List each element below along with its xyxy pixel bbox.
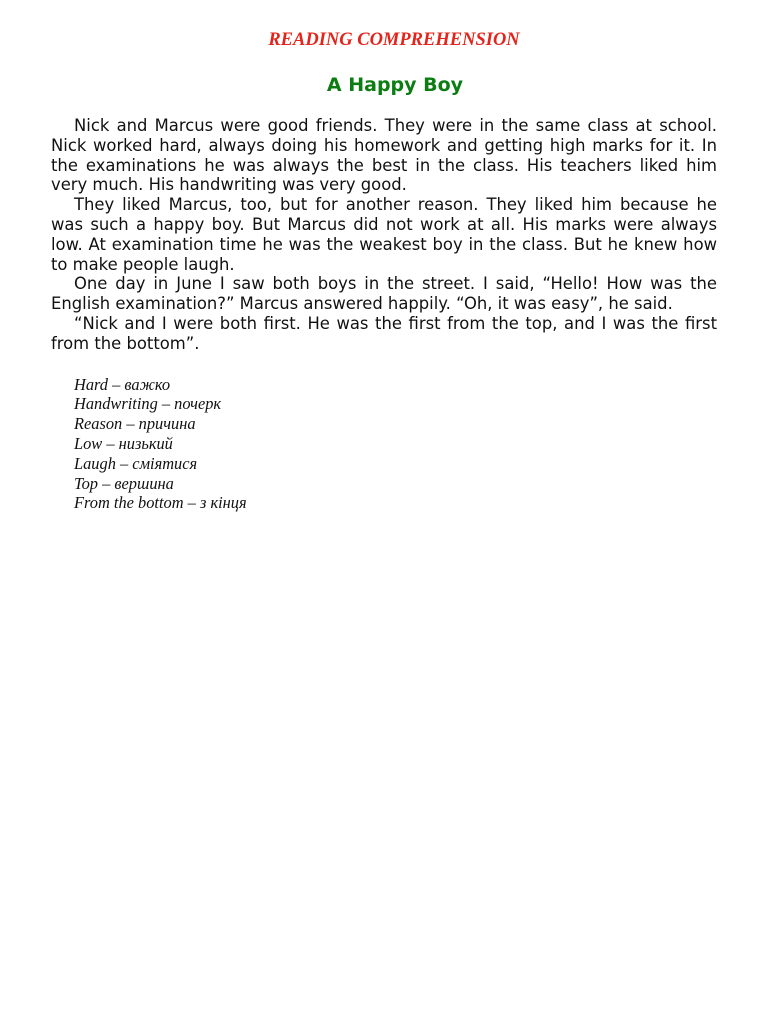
story-title: A Happy Boy <box>326 74 464 96</box>
document-page <box>51 28 717 513</box>
story-paragraph: One day in June I saw both boys in the street. I said, “Hello! How was the English examination?” Marcus answered happily. “Oh, it was easy”, he said. <box>51 274 717 314</box>
story-body <box>51 116 717 354</box>
vocabulary-list <box>74 375 717 514</box>
vocabulary-item: From the bottom – з кінця <box>74 493 247 513</box>
story-paragraph: “Nick and I were both first. He was the first from the top, and I was the first from the bottom”. <box>51 313 717 353</box>
vocabulary-item: Handwriting – почерк <box>74 394 222 414</box>
section-header: READING COMPREHENSION <box>268 30 520 50</box>
story-paragraph: They liked Marcus, too, but for another reason. They liked him because he was such a happy boy. But Marcus did not work at all. His marks were always low. At examination time he was the weakest boy in the class. But he knew how to make people laugh. <box>51 195 717 274</box>
vocabulary-item: Reason – причина <box>74 414 196 434</box>
vocabulary-item: Top – вершина <box>74 473 174 493</box>
vocabulary-item: Laugh – сміятися <box>74 453 198 473</box>
vocabulary-item: Low – низький <box>74 433 173 453</box>
vocabulary-item: Hard – важко <box>74 374 171 394</box>
story-paragraph: Nick and Marcus were good friends. They were in the same class at school. Nick worked hard, always doing his homework and getting high marks for it. In the examinations he was always the best in the class. His teachers liked him very much. His handwriting was very good. <box>51 116 717 195</box>
